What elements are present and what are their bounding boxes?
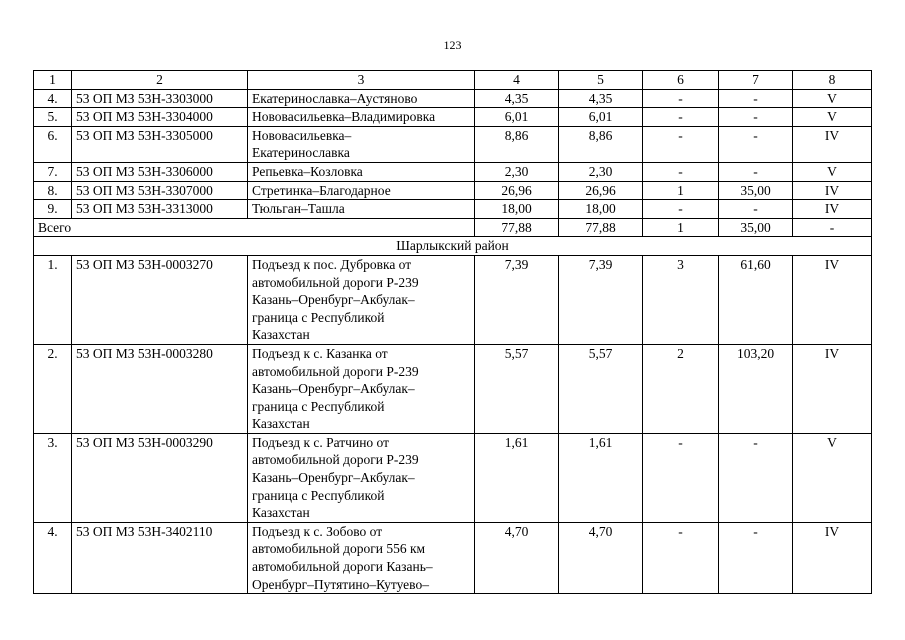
length-paved: 5,57	[559, 344, 643, 433]
length-total: 7,39	[475, 255, 559, 344]
length-paved: 2,30	[559, 162, 643, 181]
district-row	[34, 237, 872, 256]
row-number: 5.	[34, 108, 72, 127]
row-number: 4.	[34, 89, 72, 108]
table-row	[34, 522, 872, 593]
length-total: 2,30	[475, 162, 559, 181]
road-category: IV	[793, 255, 872, 344]
road-category: V	[793, 89, 872, 108]
row-number: 4.	[34, 522, 72, 593]
page-number: 123	[443, 38, 462, 52]
length-paved: 4,35	[559, 89, 643, 108]
bridge-length: -	[719, 200, 793, 219]
column-number-header: 6	[643, 71, 719, 90]
road-category: IV	[793, 344, 872, 433]
roads-table	[33, 70, 872, 594]
road-code: 53 ОП МЗ 53Н-0003280	[72, 344, 248, 433]
bridge-length: 61,60	[719, 255, 793, 344]
road-category: V	[793, 433, 872, 522]
length-total: 1,61	[475, 433, 559, 522]
road-code: 53 ОП МЗ 53Н-3313000	[72, 200, 248, 219]
table-row	[34, 255, 872, 344]
road-name: Нововасильевка– Екатеринославка	[248, 126, 475, 162]
road-category: IV	[793, 200, 872, 219]
length-paved: 26,96	[559, 181, 643, 200]
table-row	[34, 433, 872, 522]
length-total: 5,57	[475, 344, 559, 433]
table-row	[34, 181, 872, 200]
length-paved: 7,39	[559, 255, 643, 344]
road-name: Подъезд к с. Зобово от автомобильной дороги 556 км автомобильной дороги Казань– Оренбург–Путятино–Кутуево–	[248, 522, 475, 593]
road-category: V	[793, 162, 872, 181]
column-number-header: 3	[248, 71, 475, 90]
column-number-header: 7	[719, 71, 793, 90]
road-code: 53 ОП МЗ 53Н-3402110	[72, 522, 248, 593]
table-row	[34, 200, 872, 219]
length-total: 6,01	[475, 108, 559, 127]
bridge-length: -	[719, 89, 793, 108]
row-number: 3.	[34, 433, 72, 522]
bridge-length: 35,00	[719, 181, 793, 200]
length-total: 4,70	[475, 522, 559, 593]
length-total: 8,86	[475, 126, 559, 162]
road-name: Нововасильевка–Владимировка	[248, 108, 475, 127]
bridge-length: -	[719, 522, 793, 593]
table-row	[34, 126, 872, 162]
bridge-length: -	[719, 433, 793, 522]
column-number-header: 2	[72, 71, 248, 90]
column-number-header: 1	[34, 71, 72, 90]
bridge-count: -	[643, 522, 719, 593]
bridge-count: -	[643, 108, 719, 127]
column-number-header: 8	[793, 71, 872, 90]
table-row	[34, 108, 872, 127]
road-name: Подъезд к с. Ратчино от автомобильной дороги Р-239 Казань–Оренбург–Акбулак– граница с Республикой Казахстан	[248, 433, 475, 522]
road-code: 53 ОП МЗ 53Н-3307000	[72, 181, 248, 200]
road-category: IV	[793, 126, 872, 162]
table-row	[34, 162, 872, 181]
road-code: 53 ОП МЗ 53Н-3303000	[72, 89, 248, 108]
length-paved: 8,86	[559, 126, 643, 162]
length-paved: 18,00	[559, 200, 643, 219]
road-name: Тюльган–Ташла	[248, 200, 475, 219]
total-label: Всего	[34, 218, 475, 237]
bridge-count: -	[643, 162, 719, 181]
length-total: 26,96	[475, 181, 559, 200]
header-row	[34, 71, 872, 90]
row-number: 6.	[34, 126, 72, 162]
road-name: Подъезд к пос. Дубровка от автомобильной дороги Р-239 Казань–Оренбург–Акбулак– граница с Республикой Казахстан	[248, 255, 475, 344]
bridge-length: -	[719, 126, 793, 162]
length-paved: 6,01	[559, 108, 643, 127]
road-category: V	[793, 108, 872, 127]
bridge-length: -	[719, 162, 793, 181]
bridge-length: 103,20	[719, 344, 793, 433]
road-name: Стретинка–Благодарное	[248, 181, 475, 200]
district-heading: Шарлыкский район	[34, 237, 872, 256]
road-code: 53 ОП МЗ 53Н-3305000	[72, 126, 248, 162]
bridge-count: 1	[643, 181, 719, 200]
table-row	[34, 344, 872, 433]
road-code: 53 ОП МЗ 53Н-3306000	[72, 162, 248, 181]
length-paved: 4,70	[559, 522, 643, 593]
length-total: 4,35	[475, 89, 559, 108]
total-row	[34, 218, 872, 237]
table-row	[34, 89, 872, 108]
total-paved: 77,88	[559, 218, 643, 237]
total-length: 77,88	[475, 218, 559, 237]
road-code: 53 ОП МЗ 53Н-0003290	[72, 433, 248, 522]
row-number: 7.	[34, 162, 72, 181]
column-number-header: 4	[475, 71, 559, 90]
bridge-length: -	[719, 108, 793, 127]
total-category: -	[793, 218, 872, 237]
row-number: 1.	[34, 255, 72, 344]
row-number: 2.	[34, 344, 72, 433]
road-name: Репьевка–Козловка	[248, 162, 475, 181]
total-bridge-length: 35,00	[719, 218, 793, 237]
row-number: 8.	[34, 181, 72, 200]
bridge-count: -	[643, 433, 719, 522]
bridge-count: 2	[643, 344, 719, 433]
road-code: 53 ОП МЗ 53Н-3304000	[72, 108, 248, 127]
road-code: 53 ОП МЗ 53Н-0003270	[72, 255, 248, 344]
row-number: 9.	[34, 200, 72, 219]
bridge-count: -	[643, 89, 719, 108]
road-name: Подъезд к с. Казанка от автомобильной дороги Р-239 Казань–Оренбург–Акбулак– граница с Республикой Казахстан	[248, 344, 475, 433]
length-total: 18,00	[475, 200, 559, 219]
length-paved: 1,61	[559, 433, 643, 522]
total-bridges: 1	[643, 218, 719, 237]
road-category: IV	[793, 522, 872, 593]
road-category: IV	[793, 181, 872, 200]
bridge-count: 3	[643, 255, 719, 344]
road-name: Екатеринославка–Аустяново	[248, 89, 475, 108]
column-number-header: 5	[559, 71, 643, 90]
bridge-count: -	[643, 200, 719, 219]
bridge-count: -	[643, 126, 719, 162]
